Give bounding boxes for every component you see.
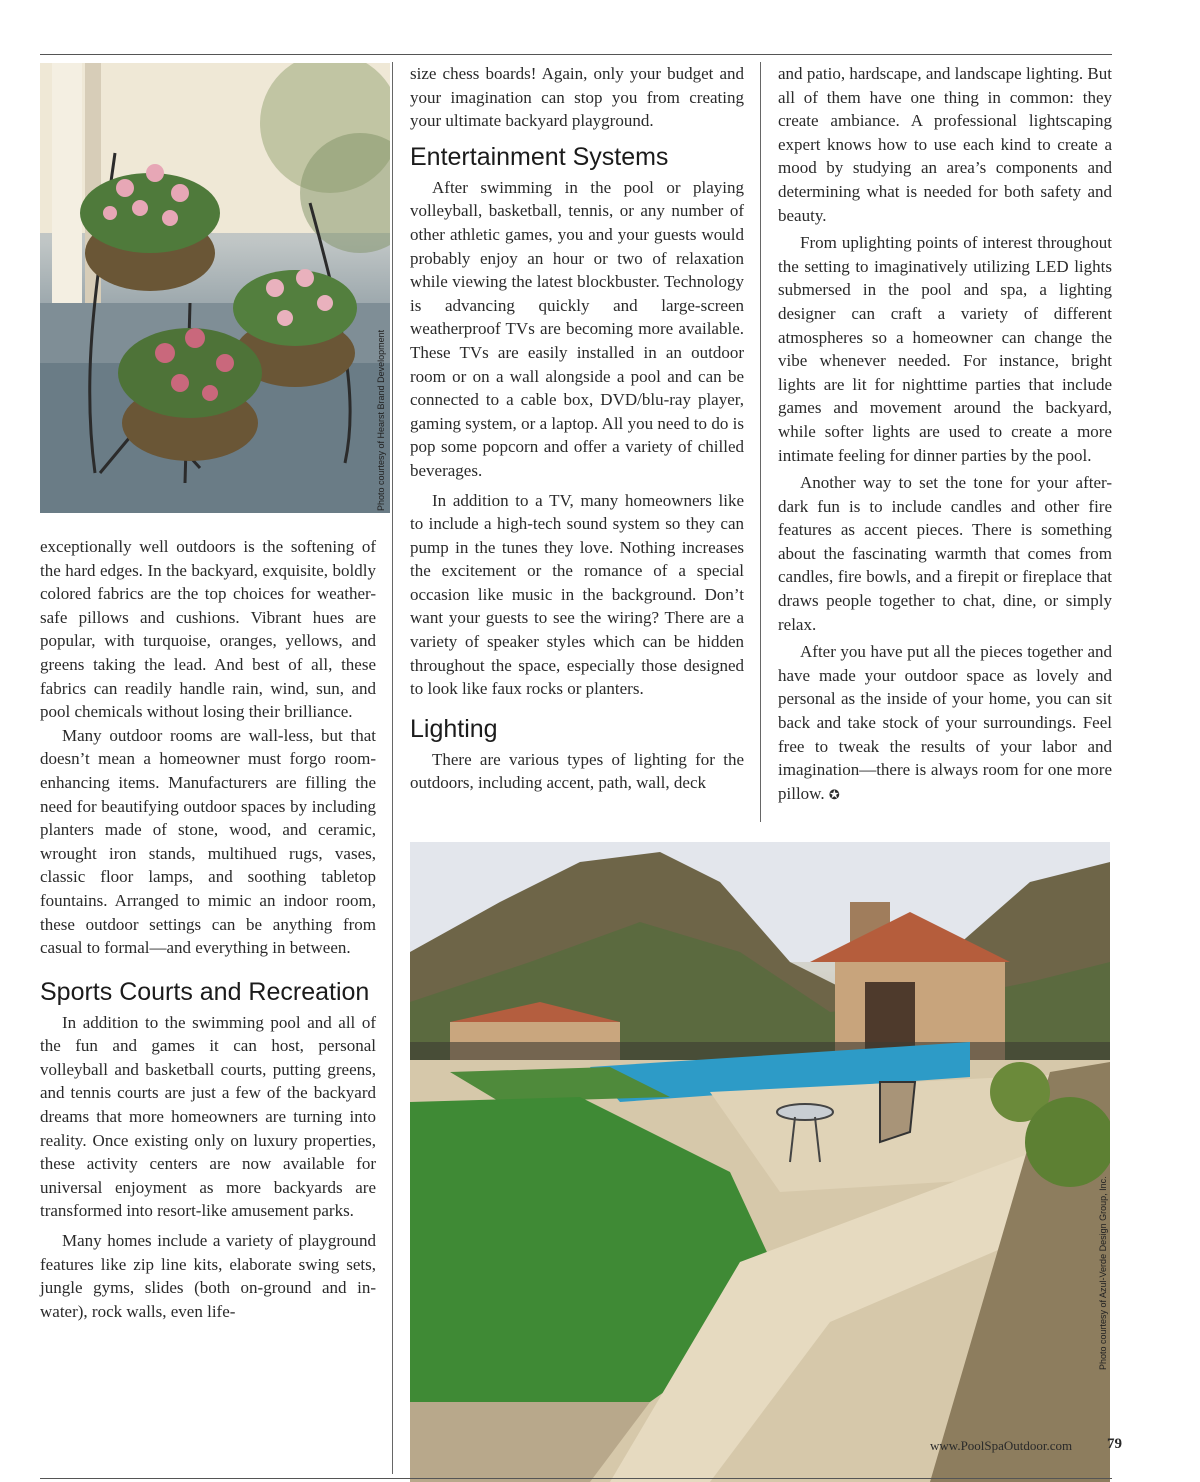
paragraph: In addition to a TV, many homeowners like to include a high-tech sound system so they can pump in the tunes they love. Nothing increases the excitement or the romance of a special occasion like music in the background. Don’t want your guests to see the wiring? There are a variety of speaker styles which can be hidden throughout the space, especially those designed to look like faux rocks or planters.	[410, 490, 744, 699]
backyard-pool-photo	[410, 842, 1110, 1482]
paragraph	[778, 640, 1112, 807]
paragraph: In addition to the swimming pool and all of the fun and games it can host, personal volleyball and basketball courts, putting greens, and tennis courts are just a few of the backyard dreams that more homeowners are turning into reality. Once existing only on luxury properties, these activity centers are now available for universal enjoyment as more backyards are transformed into resort-like amusement parks.	[40, 1012, 376, 1221]
top-rule	[40, 54, 1112, 55]
paragraph-text: After you have put all the pieces together and have made your outdoor space as lovely and personal as the inside of your home, you can sit back and take stock of your surroundings. Feel free to tweak the results of your labor and imagination—there is always room for one more pillow.	[778, 642, 1112, 803]
page-number: 79	[1107, 1436, 1122, 1452]
paragraph: From uplighting points of interest throughout the setting to imaginatively utilizing LED lights submersed in the pool and spa, a lighting designer can craft a variety of different atmospheres so a homeowner can change the vibe whenever needed. For instance, bright lights are lit for nighttime parties that include games and movement around the backyard, while softer lights are used to create a more intimate feeling for dinner parties by the pool.	[778, 233, 1112, 465]
section-heading-lighting: Lighting	[410, 714, 498, 743]
footer-website[interactable]: www.PoolSpaOutdoor.com	[930, 1438, 1073, 1453]
backyard-pool-illustration	[410, 842, 1110, 1482]
column-divider-left	[392, 62, 393, 1474]
column-divider-right	[760, 62, 761, 822]
flower-planters-illustration	[40, 63, 390, 513]
photo-credit: Photo courtesy of Azul-Verde Design Group, Inc.	[1098, 1176, 1108, 1370]
paragraph: Many homes include a variety of playground features like zip line kits, elaborate swing sets, jungle gyms, slides (both on-ground and in-water), rock walls, even life-	[40, 1231, 376, 1321]
bottom-rule	[40, 1478, 1112, 1479]
end-mark-icon: ✪	[828, 787, 840, 803]
paragraph: size chess boards! Again, only your budget and your imagination can stop you from creating your ultimate backyard playground.	[410, 64, 744, 131]
column-1	[40, 535, 376, 1323]
paragraph: There are various types of lighting for the outdoors, including accent, path, wall, deck	[410, 749, 744, 793]
paragraph: Another way to set the tone for your after-dark fun is to include candles and other fire features as accent pieces. There is something about the fascinating warmth that comes from candles, fire bowls, and a firepit or fireplace that draws people together to chat, dine, or simply relax.	[778, 473, 1112, 634]
column-2	[410, 62, 744, 795]
column-3	[778, 62, 1112, 807]
flower-planters-photo	[40, 63, 390, 513]
paragraph: After swimming in the pool or playing volleyball, basketball, tennis, or any number of other athletic games, you and your guests would probably enjoy an hour or two of relaxation while viewing the latest blockbuster. Technology is advancing quickly and large-screen weatherproof TVs are becoming more available. These TVs are easily installed in an outdoor room or on a wall alongside a pool and can be connected to a cable box, DVD/blu-ray player, gaming system, or a laptop. All you need to do is pop some popcorn and offer a variety of chilled beverages.	[410, 177, 744, 480]
paragraph: Many outdoor rooms are wall-less, but that doesn’t mean a homeowner must forgo room-enhancing items. Manufacturers are filling the need for beautifying outdoor spaces by including planters made of stone, wood, and ceramic, wrought iron stands, multihued rugs, vases, classic floor lamps, and soothing tabletop fountains. Arranged to mimic an indoor room, these outdoor settings can be anything from casual to formal—and everything in between.	[40, 725, 376, 958]
photo-credit: Photo courtesy of Hearst Brand Development	[376, 329, 386, 511]
section-heading-sports-courts: Sports Courts and Recreation	[40, 977, 370, 1006]
paragraph: exceptionally well outdoors is the softening of the hard edges. In the backyard, exquisite, boldly colored fabrics are the top choices for weather-safe pillows and cushions. Vibrant hues are popular, with turquoise, oranges, yellows, and greens taking the lead. And best of all, these fabrics can readily handle rain, wind, sun, and pool chemicals without losing their brilliance.	[40, 537, 376, 722]
paragraph: and patio, hardscape, and landscape lighting. But all of them have one thing in common: they create ambiance. A professional lightscaping expert knows how to use each kind to create a mood by studying an area’s components and determining what is needed for both safety and beauty.	[778, 64, 1112, 225]
section-heading-entertainment: Entertainment Systems	[410, 142, 669, 171]
